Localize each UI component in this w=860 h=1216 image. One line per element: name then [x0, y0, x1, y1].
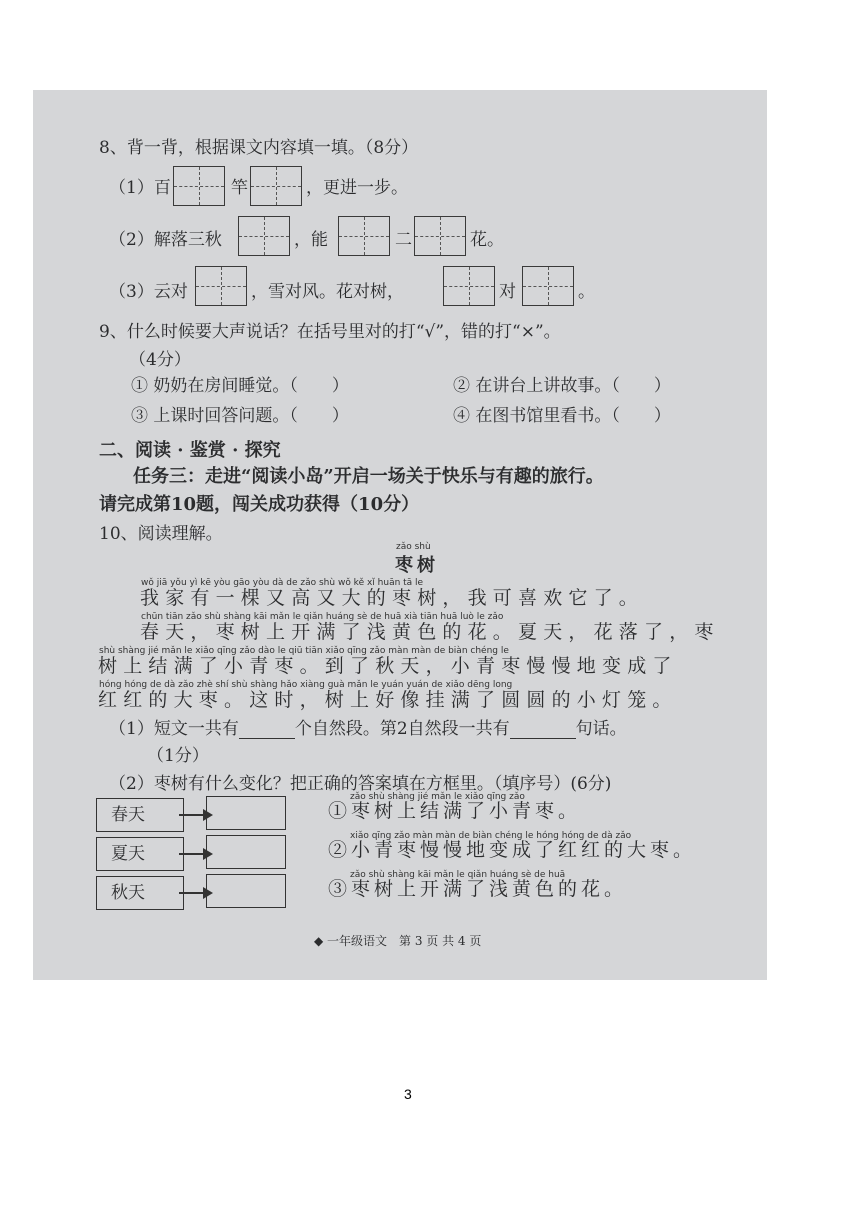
q8-line3-mid: ，雪对风。花对树， — [251, 282, 404, 302]
page-number: 3 — [404, 1086, 412, 1102]
season-box-summer: 夏天 — [96, 837, 184, 871]
writing-grid-2[interactable] — [250, 166, 302, 206]
writing-grid-5[interactable] — [414, 216, 466, 256]
section-heading: 二、阅读 · 鉴赏 · 探究 — [99, 440, 281, 461]
q9-title: 9、什么时候要大声说话？在括号里对的打“√”，错的打“×”。 — [99, 322, 561, 342]
q8-line2-mid2: 二 — [395, 230, 412, 250]
q10-sub1 — [109, 718, 627, 739]
writing-grid-3[interactable] — [238, 216, 290, 256]
answer-blank-sentences[interactable] — [510, 718, 576, 739]
q10-sub2: （2）枣树有什么变化？把正确的答案填在方框里。（填序号）(6分) — [109, 774, 612, 794]
option-2: ②小青枣慢慢地变成了红红的大枣。 — [328, 839, 697, 861]
option-1: ①枣树上结满了小青枣。 — [328, 800, 582, 822]
q8-line1-end: ，更进一步。 — [306, 178, 408, 198]
task-line-2: 请完成第10题，闯关成功获得（10分） — [99, 494, 420, 515]
q8-line1-start: （1）百 — [109, 178, 171, 198]
q8-line3-end: 。 — [578, 282, 595, 302]
q8-line2-end: 花。 — [470, 230, 504, 250]
q8-line3-start: （3）云对 — [109, 282, 188, 302]
q8-line2-start: （2）解落三秋 — [109, 230, 222, 250]
story-pinyin-3: shù shàng jié mǎn le xiǎo qīng zǎo dào le qiū tiān xiǎo qīng zǎo màn màn de biàn chéng le — [99, 646, 509, 656]
option-pinyin-1: zǎo shù shàng jié mǎn le xiǎo qīng zǎo — [350, 792, 525, 802]
story-pinyin-2: chūn tiān zǎo shù shàng kāi mǎn le qiǎn huáng sè de huā xià tiān huā luò le zǎo — [141, 612, 504, 622]
story-pinyin-1: wǒ jiā yǒu yì kē yòu gāo yòu dà de zǎo shù wǒ kě xǐ huān tā le — [141, 578, 424, 588]
q9-item-3: ③ 上课时回答问题。（ ） — [131, 406, 349, 426]
task-line-1: 任务三：走进“阅读小岛”开启一场关于快乐与有趣的旅行。 — [133, 466, 604, 487]
option-pinyin-3: zǎo shù shàng kāi mǎn le qiǎn huáng sè de huā — [350, 870, 566, 880]
option-3: ③枣树上开满了浅黄色的花。 — [328, 878, 628, 900]
writing-grid-4[interactable] — [338, 216, 390, 256]
season-box-autumn: 秋天 — [96, 876, 184, 910]
page-footer: ◆ 一年级语文 第 3 页 共 4 页 — [314, 934, 482, 948]
q10-sub1-mid: 个自然段。第2自然段一共有 — [294, 719, 510, 739]
option-pinyin-2: xiǎo qīng zǎo màn màn de biàn chéng le hóng hóng de dà zǎo — [350, 831, 632, 841]
q9-item-1: ① 奶奶在房间睡觉。（ ） — [131, 376, 349, 396]
story-line-1: 我家有一棵又高又大的枣树，我可喜欢它了。 — [140, 587, 645, 609]
answer-box-summer[interactable] — [206, 835, 286, 869]
scanned-exam-page — [33, 90, 767, 980]
q9-item-2: ② 在讲台上讲故事。（ ） — [453, 376, 671, 396]
story-line-2: 春天，枣树上开满了浅黄色的花。夏天，花落了，枣 — [140, 621, 720, 643]
q9-points: （4分） — [129, 350, 191, 370]
q10-title: 10、阅读理解。 — [99, 524, 223, 544]
season-box-spring: 春天 — [96, 798, 184, 832]
q9-item-4: ④ 在图书馆里看书。（ ） — [453, 406, 671, 426]
story-line-4: 红红的大枣。这时，树上好像挂满了圆圆的小灯笼。 — [98, 689, 678, 711]
q10-sub1-points: （1分） — [147, 746, 209, 766]
answer-blank-paragraphs[interactable] — [239, 718, 295, 739]
q8-line1-mid: 竿 — [231, 178, 248, 198]
writing-grid-6[interactable] — [195, 266, 247, 306]
story-pinyin-4: hóng hóng de dà zǎo zhè shí shù shàng hǎo xiàng guà mǎn le yuán yuán de xiǎo dēng long — [99, 680, 513, 690]
story-title: 枣树 — [395, 555, 439, 576]
q10-sub1-end: 句话。 — [575, 719, 627, 739]
q8-title: 8、背一背，根据课文内容填一填。（8分） — [99, 138, 419, 158]
q10-sub1-start: （1）短文一共有 — [109, 719, 239, 739]
writing-grid-7[interactable] — [443, 266, 495, 306]
story-title-pinyin: zǎo shù — [396, 542, 431, 552]
writing-grid-1[interactable] — [173, 166, 225, 206]
answer-box-spring[interactable] — [206, 796, 286, 830]
writing-grid-8[interactable] — [522, 266, 574, 306]
answer-box-autumn[interactable] — [206, 874, 286, 908]
story-line-3: 树上结满了小青枣。到了秋天，小青枣慢慢地变成了 — [98, 655, 678, 677]
q8-line2-mid: ，能 — [294, 230, 328, 250]
q8-line3-mid2: 对 — [499, 282, 516, 302]
